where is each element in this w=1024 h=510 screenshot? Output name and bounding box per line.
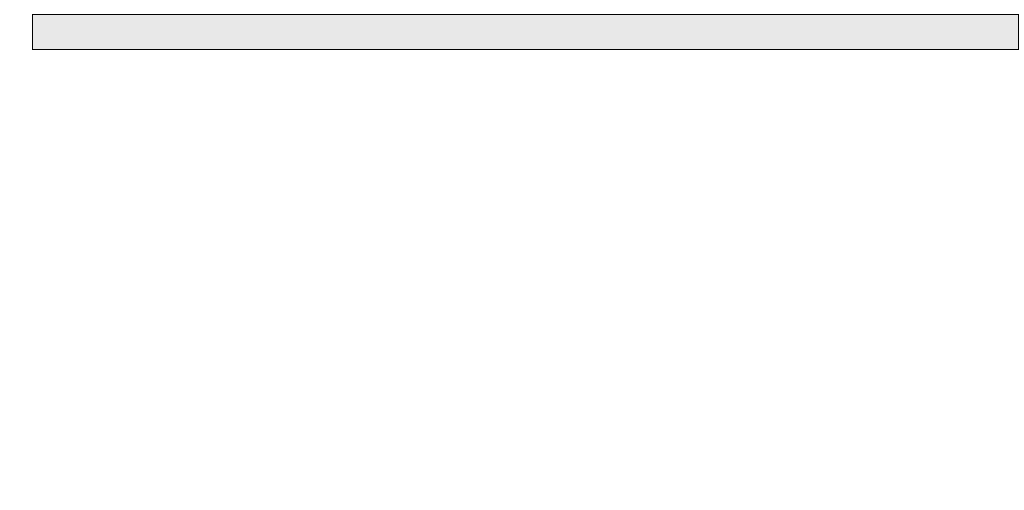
- calendar-title: [32, 14, 1019, 50]
- semestre-header: [2, 14, 28, 68]
